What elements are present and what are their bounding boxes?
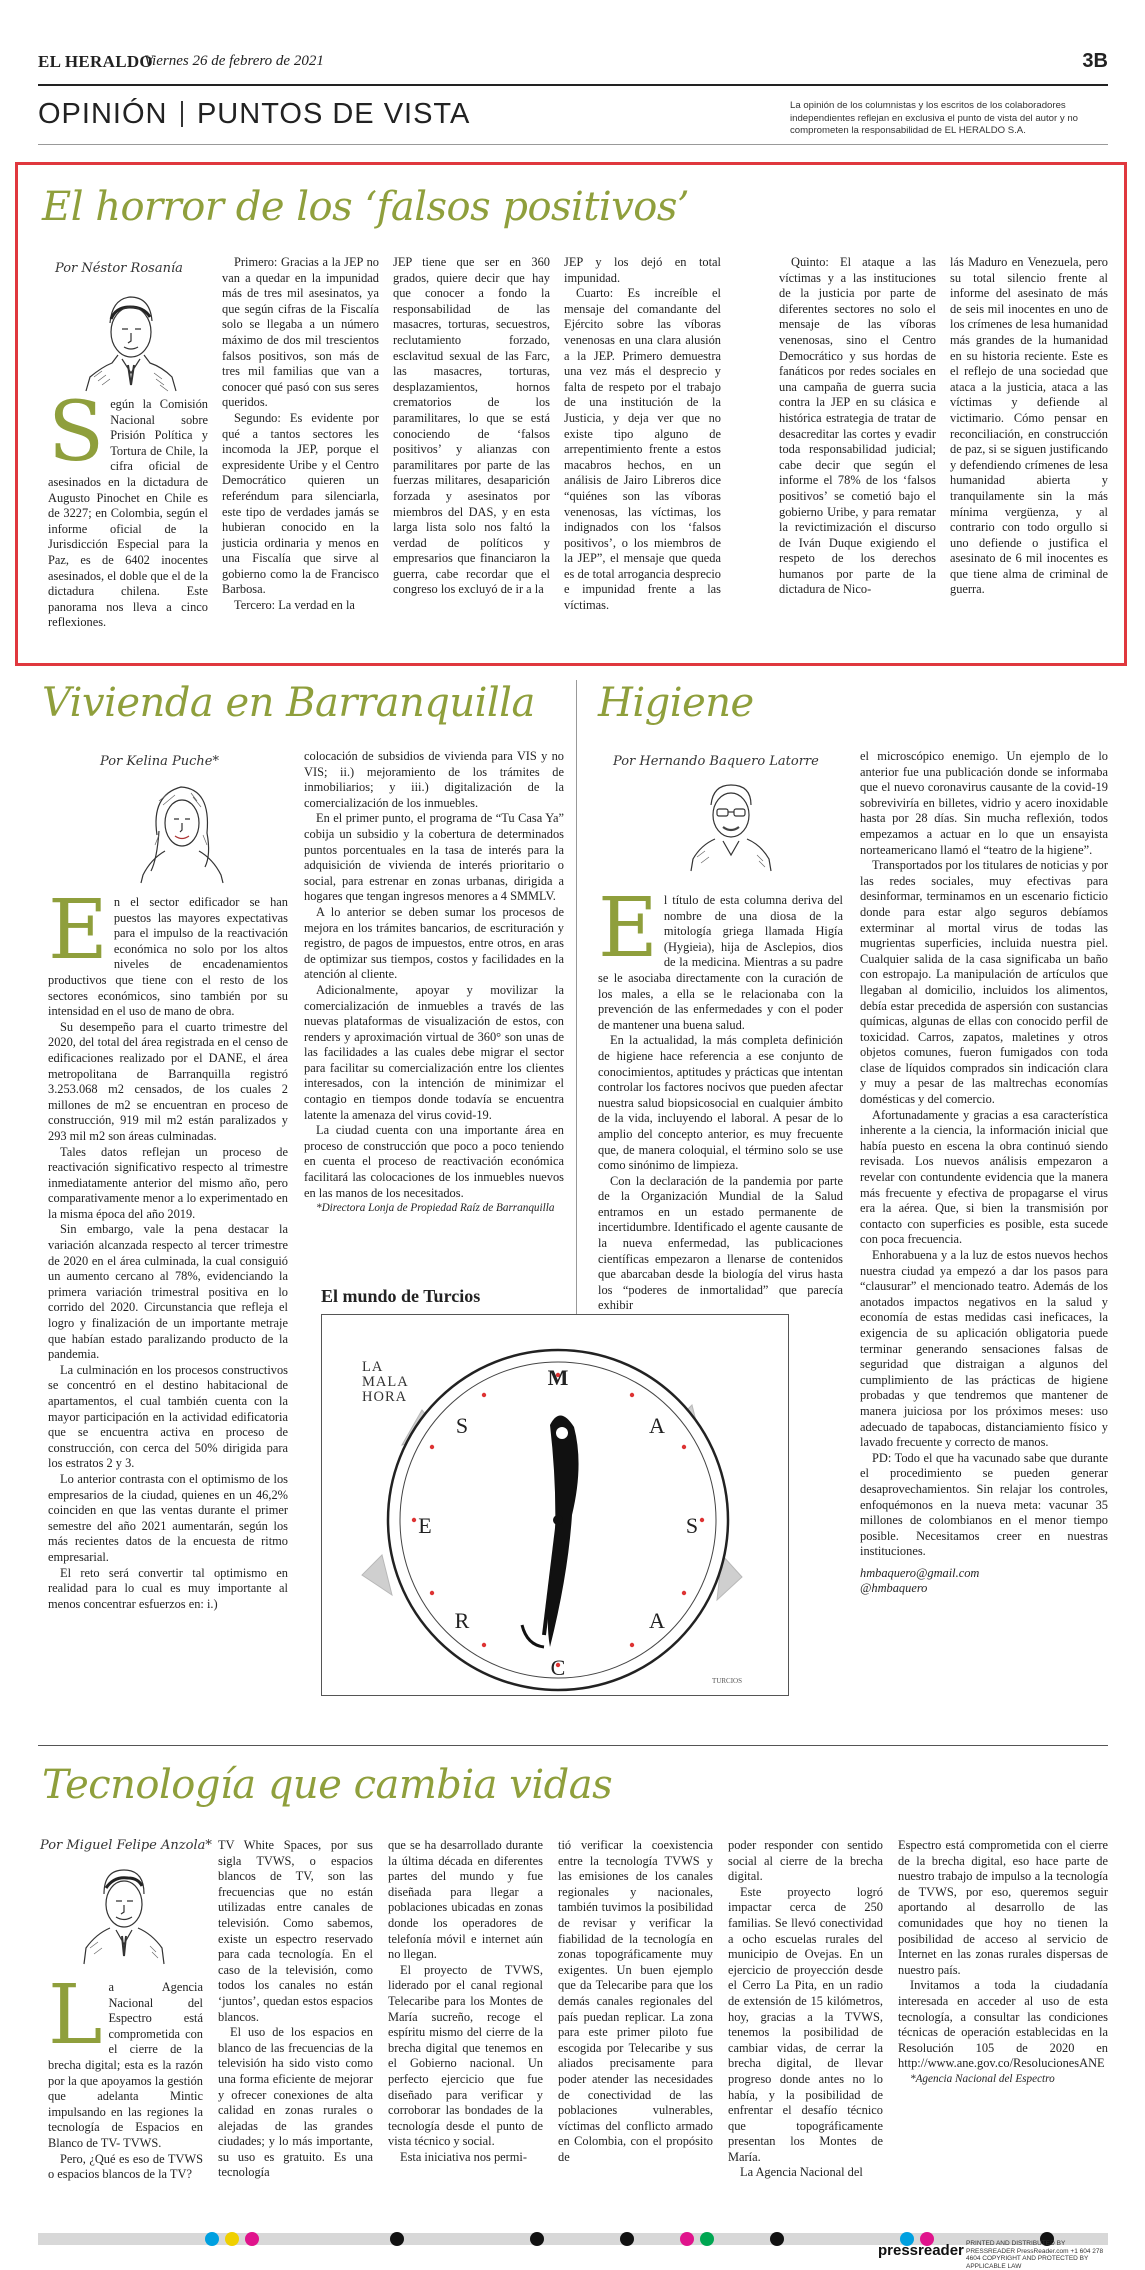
dial-letter: A [649, 1413, 665, 1438]
article2-paragraph: Su desempeño para el cuarto trimestre del 2020, del total del área registrada en el censo de edificaciones realizado por el DANE, el área metropolitana de Barranquilla registró 3.253.068 m2 censados, de los cuales 2 millones de m2 se encuentran en proceso de construcción, 919 mil m2 están paralizados y 293 mil m2 son áreas culminadas. [48, 1019, 288, 1143]
article4-column-4 [558, 1838, 713, 2165]
dial-letter: R [454, 1608, 470, 1633]
article4-column-3 [388, 1838, 543, 2165]
article1-column-6 [950, 255, 1108, 598]
registration-dot [390, 2232, 404, 2246]
article4-footnote: *Agencia Nacional del Espectro [910, 2072, 1055, 2085]
article3-paragraph: Enhorabuena y a la luz de estos nuevos hechos nuestra ciudad ya empezó a dar los pasos para “clausurar” el mencionado teatro. Además de los anotados impactos negativos en la salud y economía de estas medidas casi ineficaces, la exigencia de su aplicación obligatoria puede terminar generando sensaciones falsas de seguridad que distraigan a algunos del cumplimiento de las prácticas de higiene probadas y que tendremos que mantener de manera juiciosa por los próximos meses: uso adecuado de tapabocas, distanciamiento físico y lavado frecuente y correcto de manos. [860, 1248, 1108, 1450]
article2-paragraph: colocación de subsidios de vivienda para VIS y no VIS; ii.) mejoramiento de los trámites de inmobiliarios; y iii.) digitalización de la comercialización de los inmuebles. [304, 749, 564, 810]
article3-column-2 [860, 749, 1108, 1597]
article2-paragraph: En el primer punto, el programa de “Tu Casa Ya” cobija un subsidio y la cobertura de determinados puntos porcentuales en la tasa de interés para la adquisición de vivienda de interés prioritario o social, para estrenar en zonas urbanas, dirigida a hogares que tengan ingresos menores a 4 SMMLV. [304, 811, 564, 904]
section-divider [38, 144, 1108, 145]
registration-dot [225, 2232, 239, 2246]
section-title-separator [181, 101, 183, 127]
cartoon-signature: TURCIOS [712, 1677, 742, 1685]
article2-paragraph: Lo anterior contrasta con el optimismo de los empresarios de la ciudad, quienes en un 46,2% coinciden en que las ventas durante el primer semestre del año 2021 aumentarán, según los más recientes datos de la encuesta de ritmo empresarial. [48, 1471, 288, 1564]
article2-paragraph: Adicionalmente, apoyar y movilizar la comercialización de inmuebles a través de las nuevas plataformas de visualización de estos, con renders y aproximación virtual de 360° son unas de las facilidades a las cuales debe migrar el sector para facilitar su comercialización entre los clientes interesados, con la intención de minimizar el contagio en tiempos donde todavía se encuentra latente la amenaza del virus covid-19. [304, 982, 564, 1122]
article1-paragraph: Segundo: Es evidente por qué a tantos sectores les incomoda la JEP, porque el expresidente Uribe y el Centro Democrático quieren un referéndum para silenciarla, este tipo de verdades jamás se hubieran conocido en la justicia ordinaria y menos en una Fiscalía que sirve al gobierno como la de Francisco Barbosa. [222, 410, 379, 597]
article1-paragraph: JEP tiene que ser en 360 grados, quiere decir que hay que conocer a fondo la responsabilidad de las masacres, torturas, secuestros, reclutamiento forzado, esclavitud sexual de las Farc, las masacres, torturas, desplazamientos, hornos crematorios de los paramilitares, lo que se está conociendo de ‘falsos positivos’ y alianzas con paramilitares por parte de las fuerzas militares, desaparición forzada y asesinatos por miembros del DAS, y en esta larga lista solo nos faltó la verdad de políticos y empresarios que financiaron la guerra, cabe recordar que el congreso los excluyó de ir a la [393, 255, 550, 597]
article3-paragraph: Con la declaración de la pandemia por parte de la Organización Mundial de la Salud entramos en un estado permanente de incertidumbre. Identificado el agente causante de la nueva enfermedad, las publicaciones científicas empezaron a llenarse de contenidos que abarcaban desde la biología del virus hasta los “poderes de inmortalidad” que parecía exhibir [598, 1173, 843, 1313]
article1-paragraph: egún la Comisión Nacional sobre Prisión Política y Tortura de Chile, la cifra oficial de asesinados en la dictadura de Augusto Pinochet en Chile es de 3227; en Colombia, según el informe oficial de la Jurisdicción Especial para la Paz, es de 6402 inocentes asesinados, el doble que el de la dictadura chilena. Este panorama nos lleva a cinco reflexiones. [48, 397, 208, 630]
section-title [38, 98, 470, 131]
article1-byline: Por Néstor Rosanía [55, 261, 183, 276]
cartoon-title: El mundo de Turcios [321, 1286, 481, 1306]
article4-dropcap: L [48, 1968, 103, 2063]
article1-column-3 [393, 255, 550, 598]
article3-handle: @hmbaquero [860, 1581, 928, 1596]
registration-dot [700, 2232, 714, 2246]
registration-dot [245, 2232, 259, 2246]
article3-email: hmbaquero@gmail.com [860, 1565, 980, 1580]
article1-column-1 [48, 385, 208, 631]
author-portrait-sketch-icon [78, 1860, 170, 1964]
article4-byline: Por Miguel Felipe Anzola* [40, 1838, 212, 1853]
article4-paragraph: Este proyecto logró impactar cerca de 250 familias. Se llevó conectividad a ocho escuelas rurales del municipio de Ovejas. En un ejercicio de proyección desde el Cerro La Pita, en un radio de extensión de 15 kilómetros, hoy, gracias a la TVWS, tenemos la posibilidad de cambiar vidas, de cerrar la brecha digital, de llevar progreso donde antes no lo había, y la posibilidad de enfrentar el desafío técnico que topográficamente presentan los Montes de María. [728, 1884, 883, 2164]
article4-paragraph: Esta iniciativa nos permi- [400, 2149, 527, 2164]
article1-paragraph: lás Maduro en Venezuela, pero su total silencio frente al informe del asesinato de más de seis mil inocentes en uno de los crímenes de lesa humanidad más grandes de la humanidad en su historia reciente. Este es el reflejo de una sociedad que ataca a la justicia, ataca a las víctimas y defiende al victimario. Cómo pensar en reconciliación, en construcción de paz, si se siguen justificando y defendiendo crímenes de lesa humanidad abierta y tranquilamente sin la más mínima vergüenza, y al contrario con todo orgullo si uno defiende o justifica el asesinato de 6 mil inocentes es que tiene alma de criminal de guerra. [950, 255, 1108, 597]
masthead [38, 52, 1108, 82]
article4-paragraph: La Agencia Nacional del [740, 2165, 863, 2180]
author-portrait-sketch-icon [82, 285, 178, 391]
pressreader-notice: PRINTED AND DISTRIBUTED BY PRESSREADER PressReader.com +1 604 278 4604 COPYRIGHT AND PROTECTED BY APPLICABLE LAW [966, 2240, 1104, 2270]
article2-paragraph: El reto será convertir tal optimismo en realidad para lo cual es muy importante al menos concentrar esfuerzos en: i.) [48, 1565, 288, 1611]
article1-column-2 [222, 255, 379, 614]
dial-letter: S [455, 1413, 469, 1438]
cartoon-frame [321, 1314, 789, 1696]
article2-title: Vivienda en Barranquilla [42, 680, 535, 726]
article1-paragraph: Tercero: La verdad en la [234, 598, 355, 613]
article1-title: El horror de los ‘falsos positivos’ [42, 184, 690, 230]
article4-title: Tecnología que cambia vidas [42, 1762, 613, 1808]
dial-letter: C [550, 1655, 566, 1680]
article1-dropcap: S [48, 385, 105, 480]
article4-paragraph: El proyecto de TVWS, liderado por el canal regional Telecaribe para los Montes de María sucreño, recoge el espíritu mismo del cierre de la brecha digital que tenemos en el Gobierno nacional. Un perfecto ejercicio que fue diseñado para verificar y corroborar las bondades de la tecnología desde el punto de vista técnico y social. [388, 1962, 543, 2149]
registration-dot [770, 2232, 784, 2246]
article4-paragraph: Invitamos a toda la ciudadanía interesada en acceder al uso de esta tecnología, a consultar las condiciones técnicas de operación establecidas en la Resolución 105 de 2020 en http://www.ane.gov.co/ResolucionesANE [898, 1978, 1108, 2071]
article4-column-1 [48, 1968, 203, 2183]
article2-column-2 [304, 749, 564, 1215]
article4-paragraph: Pero, ¿Qué es eso de TVWS o espacios blancos de la TV? [48, 2151, 203, 2182]
article2-footnote: *Directora Lonja de Propiedad Raíz de Barranquilla [316, 1202, 555, 1215]
article4-paragraph: a Agencia Nacional del Espectro está comprometida con el cierre de la brecha digital; esta es la razón por la que apoyamos la gestión que adelanta Mintic impulsando en las regiones la tecnología de Espacios en Blanco de TV- TVWS. [48, 1980, 203, 2150]
author-portrait-sketch-icon [135, 775, 227, 883]
article4-column-5 [728, 1838, 883, 2181]
article1-paragraph: JEP y los dejó en total impunidad. [564, 255, 721, 285]
pressreader-logo-icon: pressreader [878, 2242, 964, 2259]
article3-title: Higiene [598, 680, 754, 726]
article3-paragraph: PD: Todo el que ha vacunado sabe que durante el procedimiento se pueden generar desaprovechamientos. Sin relajar los controles, enfoquémonos en la nueva meta: vacunar 35 millones de colombianos en el menor tiempo posible. Necesitamos creer en nuestras instituciones. [860, 1450, 1108, 1559]
opinion-disclaimer: La opinión de los columnistas y los escritos de los colaboradores independientes reflejan en exclusiva el punto de vista del autor y no comprometen la responsabilidad de EL HERALDO S.A. [790, 100, 1079, 136]
article1-paragraph: Quinto: El ataque a las víctimas y a las instituciones de la justicia por parte de diferentes sectores no solo el mensaje de las víboras venenosas, sino el Centro Democrático y sus hordas de fanáticos por redes sociales en una campaña de guerra sucia contra la JEP en su clásica e histórica estrategia de tratar de desacreditar las cortes y evadir toda responsabilidad judicial; cabe decir que según el informe el 78% de los ‘falsos positivos’ se cometió bajo el gobierno Uribe, y para rematar la revictimización el discurso de Iván Duque exigiendo el respeto de los derechos humanos por parte de la dictadura de Nico- [779, 255, 936, 597]
dial-letter: A [649, 1608, 665, 1633]
dial-letter: S [685, 1513, 699, 1538]
editorial-cartoon [321, 1286, 789, 1696]
dial-letter: E [418, 1513, 432, 1538]
article2-paragraph: A lo anterior se deben sumar los procesos de mejora en los trámites bancarios, de escrituración y registro, de pagos de impuestos, entre otros, en aras de optimizar sus tiempos, costos y facilidades en la atención al cliente. [304, 904, 564, 982]
article3-column-1 [598, 881, 843, 1314]
article4-column-6 [898, 1838, 1108, 2086]
article2-paragraph: Tales datos reflejan un proceso de reactivación significativo respecto al trimestre inmediatamente anterior del mismo año, pero comparativamente menor a lo experimentado en la misma época del año 2019. [48, 1144, 288, 1221]
pressreader-footer [878, 2239, 1108, 2270]
dial-letter: M [547, 1365, 569, 1390]
registration-dot [680, 2232, 694, 2246]
article3-dropcap: E [598, 881, 658, 976]
masthead-rule [38, 84, 1108, 86]
cartoon-caption: LA MALA HORA [362, 1359, 409, 1405]
article2-paragraph: Sin embargo, vale la pena destacar la variación alcanzada respecto al tercer trimestre de 2020 en el área culminada, la cual consiguió un aumento cercano al 78%, evidenciando la primera variación trimestral positiva en lo corrido del 2020. Circunstancia que refleja el logro y finalización de un importante metraje que habían estado paralizando producto de la pandemia. [48, 1222, 288, 1362]
issue-date: Viernes 26 de febrero de 2021 [144, 53, 324, 69]
article4-paragraph: TV White Spaces, por sus sigla TVWS, o espacios blancos de TV, son las frecuencias que no están utilizadas entre canales de televisión. Como sabemos, existe un espectro reservado para cada tecnología. En el caso de la televisión, como todos los canales no están ‘juntos’, quedan estos espacios blancos. [218, 1838, 373, 2024]
article2-paragraph: n el sector edificador se han puestos las mayores expectativas para el impulso de la reactivación económica no solo por los altos niveles de encadenamientos productivos que tiene con el resto de los sectores económicos, sino también por su intensidad en el uso de mano de obra. [48, 895, 288, 1019]
article2-byline: Por Kelina Puche* [100, 754, 219, 769]
article4-paragraph: que se ha desarrollado durante la última década en diferentes partes del mundo y fue diseñada para llegar a poblaciones ubicadas en zonas donde los operadores de telefonía móvil e internet aún no llegan. [388, 1838, 543, 1962]
section-title-left: OPINIÓN [38, 98, 168, 130]
article1-paragraph: Cuarto: Es increíble el mensaje del comandante del Ejército sobre las víboras venenosas en una clara alusión a la JEP. Primero demuestra una vez más el desprecio y falta de respeto por el trabajo de una institución de la Justicia, y deja ver que no existe tipo alguno de arrepentimiento frente a estos macabros hechos, en un análisis de Jairo Libreros dice “quiénes son las víboras venenosas, las víctimas, los indignados con los ‘falsos positivos’, o los miembros de la JEP”, el mensaje que queda es de total arrogancia desprecio e impunidad frente a las víctimas. [564, 286, 721, 613]
article1-paragraph: Primero: Gracias a la JEP no van a quedar en la impunidad más de tres mil asesinatos, ya que según cifras de la Fiscalía solo se llegaba a un número máximo de dos mil trescientos falsos positivos, son más de tres mil familias que van a conocer qué pasó con sus seres queridos. [222, 255, 379, 410]
article2-paragraph: La culminación en los procesos constructivos se concentró en el destino habitacional de apartamentos, el cual también cuenta con la mayor participación en la actividad edificatoria que se encuentra activa en proceso de construcción, con cerca del 50% dirigida para los estratos 2 y 3. [48, 1362, 288, 1471]
article4-column-2 [218, 1838, 373, 2181]
registration-dot [620, 2232, 634, 2246]
newspaper-name: EL HERALDO [38, 52, 153, 71]
article4-paragraph: poder responder con sentido social al cierre de la brecha digital. [728, 1838, 883, 1884]
author-portrait-sketch-icon [685, 775, 777, 871]
registration-dot [205, 2232, 219, 2246]
article3-paragraph: Afortunadamente y gracias a esa característica inherente a la ciencia, la información inicial que había puesto en escena la obra continuó siendo revisada. Los nuevos análisis empezaron a revelar con contundente evidencia que la manera más frecuente y efectiva de propagarse el virus era la aérea. Que, si bien la transmisión por contacto con superficies es posible, esta sucede con poca frecuencia. [860, 1107, 1108, 1247]
registration-dot [530, 2232, 544, 2246]
article3-paragraph: Transportados por los titulares de noticias y por las redes sociales, muy efectivas para desinformar, terminamos en un escenario ficticio donde para estar algo seguros debíamos exterminar al mortal virus de todas las mugrientas superficies, incluida nuestra piel. Cualquier salida de la casa significaba un baño con estropajo. La manipulación de artículos que llegaban al domicilio, incluidos los alimentos, debía estar precedida de aspersión con sustancias químicas, algunas de ellas con conocido perfil de toxicidad. Carros, zapatos, maletines y otros objetos comunes, fueron fumigados con toda clase de líquidos comprados sin indicación clara y muy a pesar de las maltrechas economías domésticas y del comercio. [860, 858, 1108, 1107]
article2-paragraph: La ciudad cuenta con una importante área en proceso de construcción que poco a poco teniendo en cuenta el proceso de reactivación económica facilitará las colocaciones de los inmuebles nuevos en las manos de los necesitados. [304, 1123, 564, 1200]
article2-dropcap: E [48, 883, 108, 978]
article4-paragraph: El uso de los espacios en blanco de las frecuencias de la televisión ha sido visto como una forma eficiente de mejorar y ofrecer conexiones de alta calidad en zonas rurales o alejadas de las grandes ciudades; y lo más importante, su uso es gratuito. Es una tecnología [218, 2025, 373, 2180]
article3-byline: Por Hernando Baquero Latorre [613, 754, 819, 769]
article3-paragraph: el microscópico enemigo. Un ejemplo de lo anterior fue una publicación donde se informaba que el nuevo coronavirus causante de la covid-19 sobreviviría en billetes, vidrio y acero inoxidable hasta por 28 días. Sin mucha reflexión, todos empezamos a actuar en lo que un ensayista norteamericano llamó el “teatro de la higiene”. [860, 749, 1108, 857]
article1-column-4 [564, 255, 721, 614]
article3-paragraph: En la actualidad, la más completa definición de higiene hace referencia a ese conjunto de conocimientos, aptitudes y prácticas que intentan controlar los factores nocivos que pueden afectar nuestra salud biopsicosocial en cualquier ámbito de la vida, incluyendo el laboral. A pesar de lo amplio del concepto anterior, es muy frecuente que, de manera coloquial, el término solo se use como sinónimo de limpieza. [598, 1033, 843, 1173]
article4-paragraph: tió verificar la coexistencia entre la tecnología TVWS y las emisiones de los canales regionales y nacionales, también tuvimos la posibilidad de revisar y verificar la fiabilidad de la tecnología en zonas topográficamente muy exigentes. Un buen ejemplo que da Telecaribe para que los demás canales regionales del país puedan replicar. La zona para este primer piloto fue escogida por Telecaribe y sus aliados precisamente para poder atender las necesidades de conectividad de las poblaciones vulnerables, víctimas del conflicto armado en Colombia, con el propósito de [558, 1838, 713, 2164]
page-number: 3B [1082, 50, 1108, 72]
article3-paragraph: l título de esta columna deriva del nombre de una diosa de la mitología griega llamada Higía (Hygieia), hija de Asclepios, dios de la medicina. Mientras a su padre se le asociaba directamente con la curación de los males, a ella se le relacionaba con la prevención de las enfermedades y con el poder de mantener una buena salud. [598, 893, 843, 1032]
article4-paragraph: Espectro está comprometida con el cierre de la brecha digital, eso hace parte de nuestro trabajo de impulso a la tecnología de TVWS, por eso, queremos seguir aportando al desarrollo de las comunidades que hoy no tienen la posibilidad de acceso al servicio de Internet en las zonas rurales dispersas de nuestro país. [898, 1838, 1108, 1977]
section-title-right: PUNTOS DE VISTA [196, 98, 471, 130]
article2-column-1 [48, 883, 288, 1612]
article-divider [38, 1745, 1108, 1746]
article1-column-5 [779, 255, 936, 598]
